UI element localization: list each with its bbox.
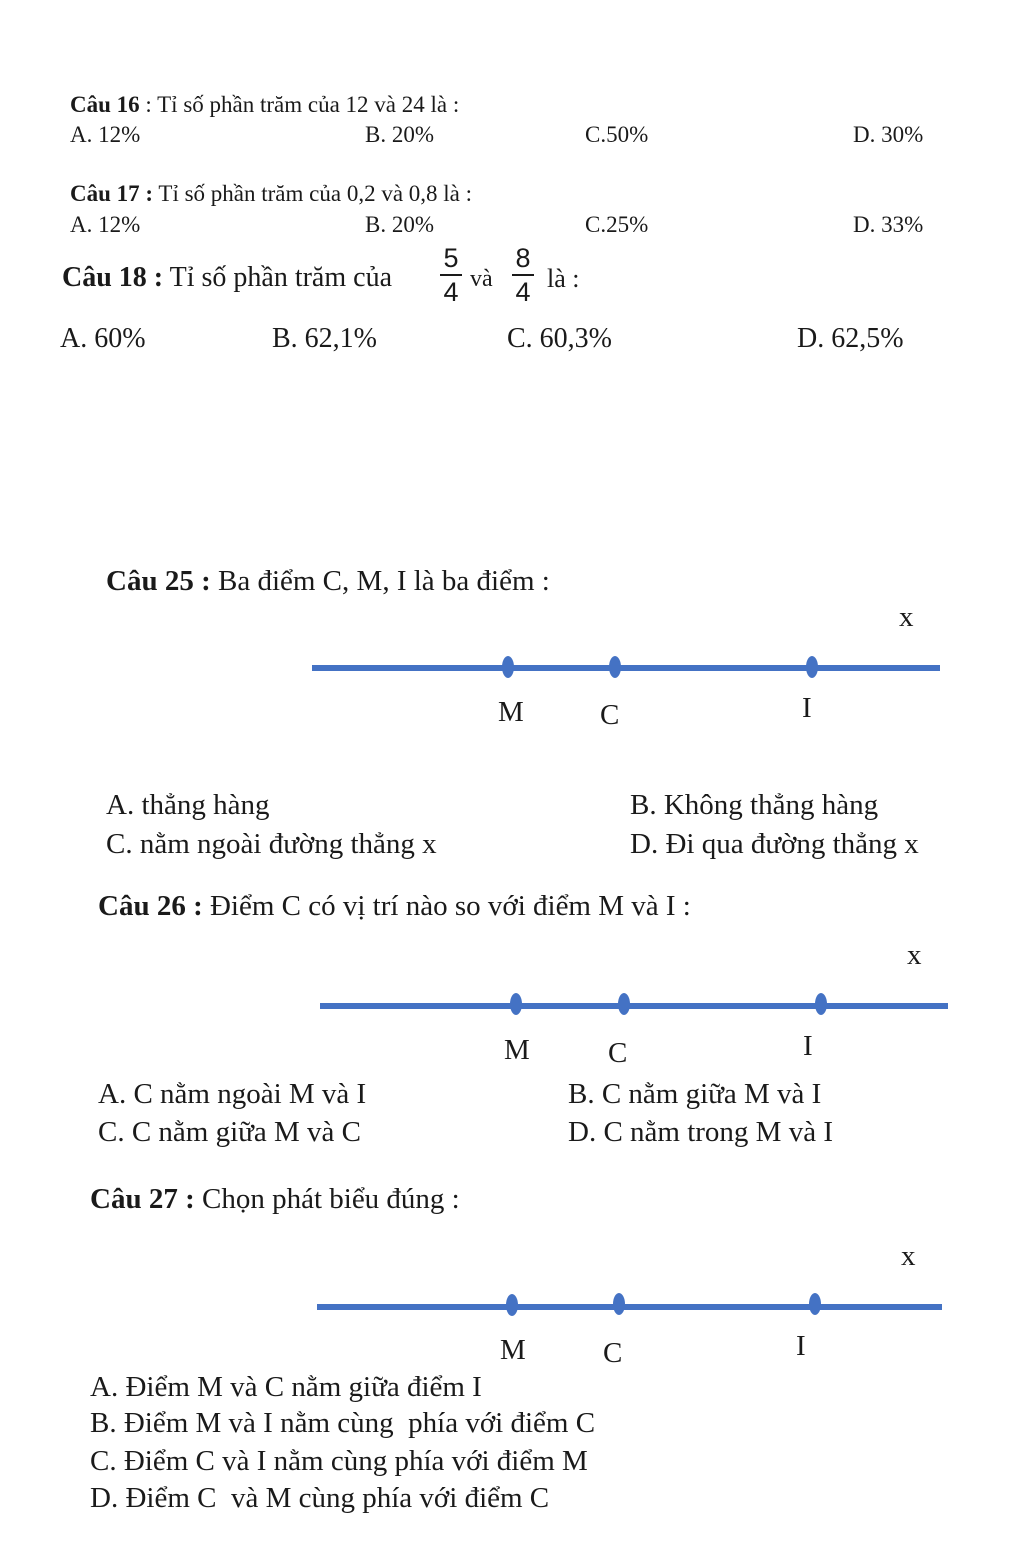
q26-label-m: M — [504, 1034, 530, 1066]
q27-label: Câu 27 : — [90, 1183, 195, 1215]
q26-line-label: x — [907, 939, 922, 971]
q27-point-i — [809, 1293, 821, 1315]
q26-label-c: C — [608, 1037, 628, 1069]
q16-text: : Tỉ số phần trăm của 12 và 24 là : — [145, 92, 460, 117]
q18-middle: và — [470, 266, 493, 292]
q18-option-d[interactable]: D. 62,5% — [797, 323, 904, 354]
q27-label-c: C — [603, 1337, 623, 1369]
q18-frac2-numerator: 8 — [515, 243, 531, 273]
q27-text: Chọn phát biểu đúng : — [201, 1183, 460, 1215]
q25-option-a[interactable]: A. thẳng hàng — [106, 789, 270, 821]
q16-option-d[interactable]: D. 30% — [853, 122, 924, 147]
q27-point-c — [613, 1293, 625, 1315]
q25-option-b[interactable]: B. Không thẳng hàng — [630, 789, 879, 821]
q17-text: Tỉ số phần trăm của 0,2 và 0,8 là : — [158, 181, 473, 206]
q26-label-i: I — [803, 1030, 813, 1062]
q25-text: Ba điểm C, M, I là ba điểm : — [217, 565, 550, 597]
q18-frac1-numerator: 5 — [443, 243, 459, 273]
q17-option-a[interactable]: A. 12% — [70, 212, 141, 237]
q18-label: Câu 18 : — [62, 262, 164, 293]
q18-frac1-denominator: 4 — [443, 277, 459, 307]
q18-text-after: là : — [547, 264, 580, 293]
q16-option-a[interactable]: A. 12% — [70, 122, 141, 147]
q26-option-b[interactable]: B. C nằm giữa M và I — [568, 1078, 822, 1110]
q25-label-c: C — [600, 699, 620, 731]
q26-option-a[interactable]: A. C nằm ngoài M và I — [98, 1078, 367, 1110]
q27-option-a[interactable]: A. Điểm M và C nằm giữa điểm I — [90, 1371, 482, 1403]
q25-option-c[interactable]: C. nằm ngoài đường thẳng x — [106, 828, 437, 860]
q17-label: Câu 17 : — [70, 181, 154, 206]
q27-point-m — [506, 1294, 518, 1316]
q17-option-b[interactable]: B. 20% — [365, 212, 434, 237]
q26-label: Câu 26 : — [98, 890, 203, 922]
q26-text: Điểm C có vị trí nào so với điểm M và I : — [209, 890, 691, 922]
q18-option-a[interactable]: A. 60% — [60, 323, 146, 354]
q27-option-d[interactable]: D. Điểm C và M cùng phía với điểm C — [90, 1482, 550, 1514]
q18-option-b[interactable]: B. 62,1% — [272, 323, 377, 354]
q17-option-c[interactable]: C.25% — [585, 212, 649, 237]
q25-label-m: M — [498, 696, 524, 728]
q16-option-b[interactable]: B. 20% — [365, 122, 434, 147]
q16-label: Câu 16 — [70, 92, 140, 117]
q27-label-i: I — [796, 1330, 806, 1362]
q26-option-c[interactable]: C. C nằm giữa M và C — [98, 1116, 362, 1148]
q27-line-label: x — [901, 1240, 916, 1272]
q25-label: Câu 25 : — [106, 565, 211, 597]
q16-option-c[interactable]: C.50% — [585, 122, 649, 147]
q25-option-d[interactable]: D. Đi qua đường thẳng x — [630, 828, 919, 860]
q18-frac2-denominator: 4 — [515, 277, 531, 307]
q27-option-c[interactable]: C. Điểm C và I nằm cùng phía với điểm M — [90, 1445, 588, 1477]
q27-label-m: M — [500, 1334, 526, 1366]
q27-option-b[interactable]: B. Điểm M và I nằm cùng phía với điểm C — [90, 1407, 596, 1439]
q26-option-d[interactable]: D. C nằm trong M và I — [568, 1116, 833, 1148]
q18-text-before: Tỉ số phần trăm của — [169, 262, 392, 293]
q25-label-i: I — [802, 692, 812, 724]
q18-option-c[interactable]: C. 60,3% — [507, 323, 612, 354]
q25-line-label: x — [899, 601, 914, 633]
q17-option-d[interactable]: D. 33% — [853, 212, 924, 237]
